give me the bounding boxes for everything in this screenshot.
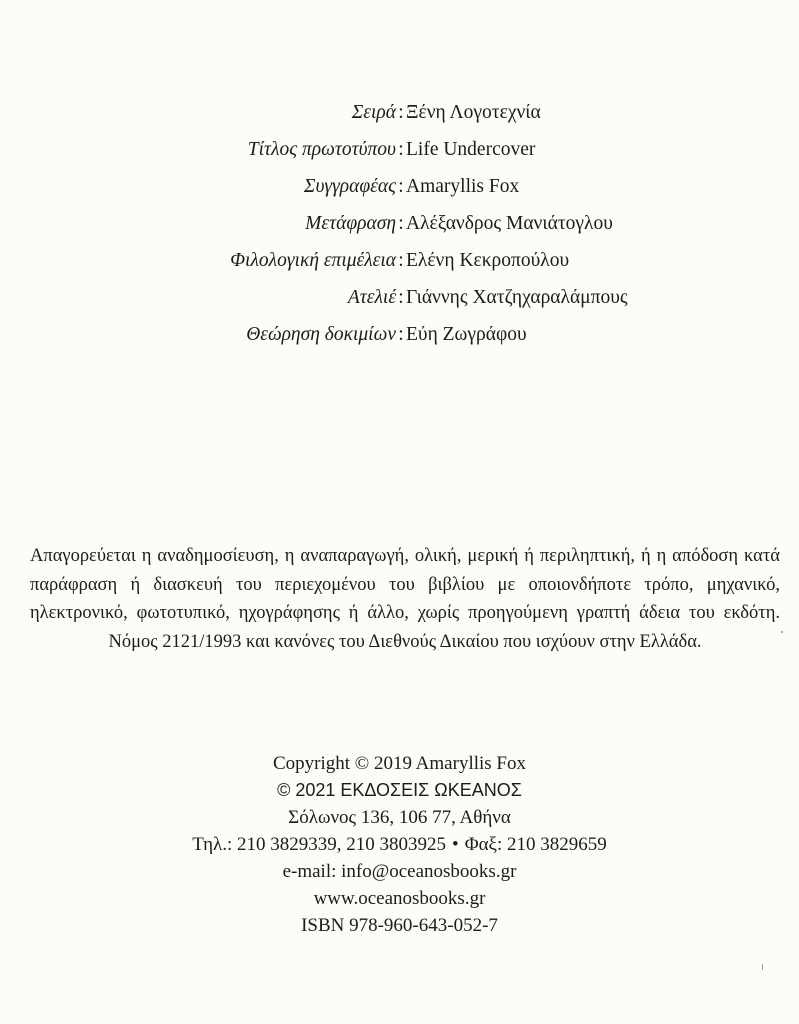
credit-label-editing: Φιλολογική επιμέλεια [230, 250, 396, 271]
credits-block [0, 94, 799, 353]
credit-label-proofreading: Θεώρηση δοκιμίων [246, 324, 396, 345]
credit-separator: : [398, 324, 404, 345]
phone-text: Τηλ.: 210 3829339, 210 3803925 [192, 834, 447, 855]
address-line: Σόλωνος 136, 106 77, Αθήνα [288, 807, 511, 828]
fax-text: Φαξ: 210 3829659 [464, 834, 607, 855]
credit-row-series [0, 94, 799, 131]
imprint-block [0, 750, 799, 939]
copyright-line: Copyright © 2019 Amaryllis Fox [272, 753, 526, 774]
credit-value-series: Ξένη Λογοτεχνία [406, 102, 541, 123]
credit-row-translation [0, 205, 799, 242]
credit-separator: : [398, 102, 404, 123]
credit-label-series: Σειρά [351, 102, 396, 123]
credit-row-proofreading [0, 316, 799, 353]
paper-speck [781, 631, 783, 633]
email-line: e-mail: info@oceanosbooks.gr [282, 861, 517, 882]
website-line: www.oceanosbooks.gr [313, 888, 486, 909]
credit-value-author: Amaryllis Fox [406, 176, 520, 197]
credit-value-editing: Ελένη Κεκροπούλου [406, 250, 570, 271]
credit-value-atelier: Γιάννης Χατζηχαραλάμπους [406, 287, 628, 308]
legal-notice-text: Απαγορεύεται η αναδημοσίευση, η αναπαραγωγή, ολική, μερική ή περιληπτική, ή η απόδοση κατά παράφραση ή διασκευή του περιεχομένου του βιβλίου με οποιονδήποτε τρόπο, μηχανικό, ηλεκτρονικό, φωτοτυπικό, ηχογράφησης ή άλλο, χωρίς προηγούμενη γραπτή άδεια του εκδότη. Νόμος 2121/1993 και κανόνες του Διεθνούς Δικαίου που ισχύουν στην Ελλάδα. [30, 546, 780, 652]
credit-label-original-title: Τίτλος πρωτοτύπου [247, 139, 396, 160]
legal-notice-block [30, 542, 780, 656]
credit-value-translation: Αλέξανδρος Μανιάτογλου [406, 213, 613, 234]
credit-separator: : [398, 176, 404, 197]
credit-separator: : [398, 139, 404, 160]
credit-value-proofreading: Εύη Ζωγράφου [406, 324, 527, 345]
credit-separator: : [398, 250, 404, 271]
phone-fax-line [0, 831, 799, 858]
credit-row-original-title [0, 131, 799, 168]
isbn-line: ISBN 978-960-643-052-7 [301, 915, 498, 936]
credit-value-original-title: Life Undercover [406, 139, 536, 160]
credit-row-editing [0, 242, 799, 279]
credit-separator: : [398, 287, 404, 308]
credit-separator: : [398, 213, 404, 234]
credit-label-atelier: Ατελιέ [347, 287, 396, 308]
credit-row-author [0, 168, 799, 205]
bullet-separator: • [452, 834, 459, 855]
paper-speck [762, 964, 763, 970]
credit-label-author: Συγγραφέας [303, 176, 396, 197]
credit-row-atelier [0, 279, 799, 316]
publisher-line: © 2021 ΕΚΔΟΣΕΙΣ ΩΚΕΑΝΟΣ [277, 780, 522, 800]
credit-label-translation: Μετάφραση [305, 213, 396, 234]
